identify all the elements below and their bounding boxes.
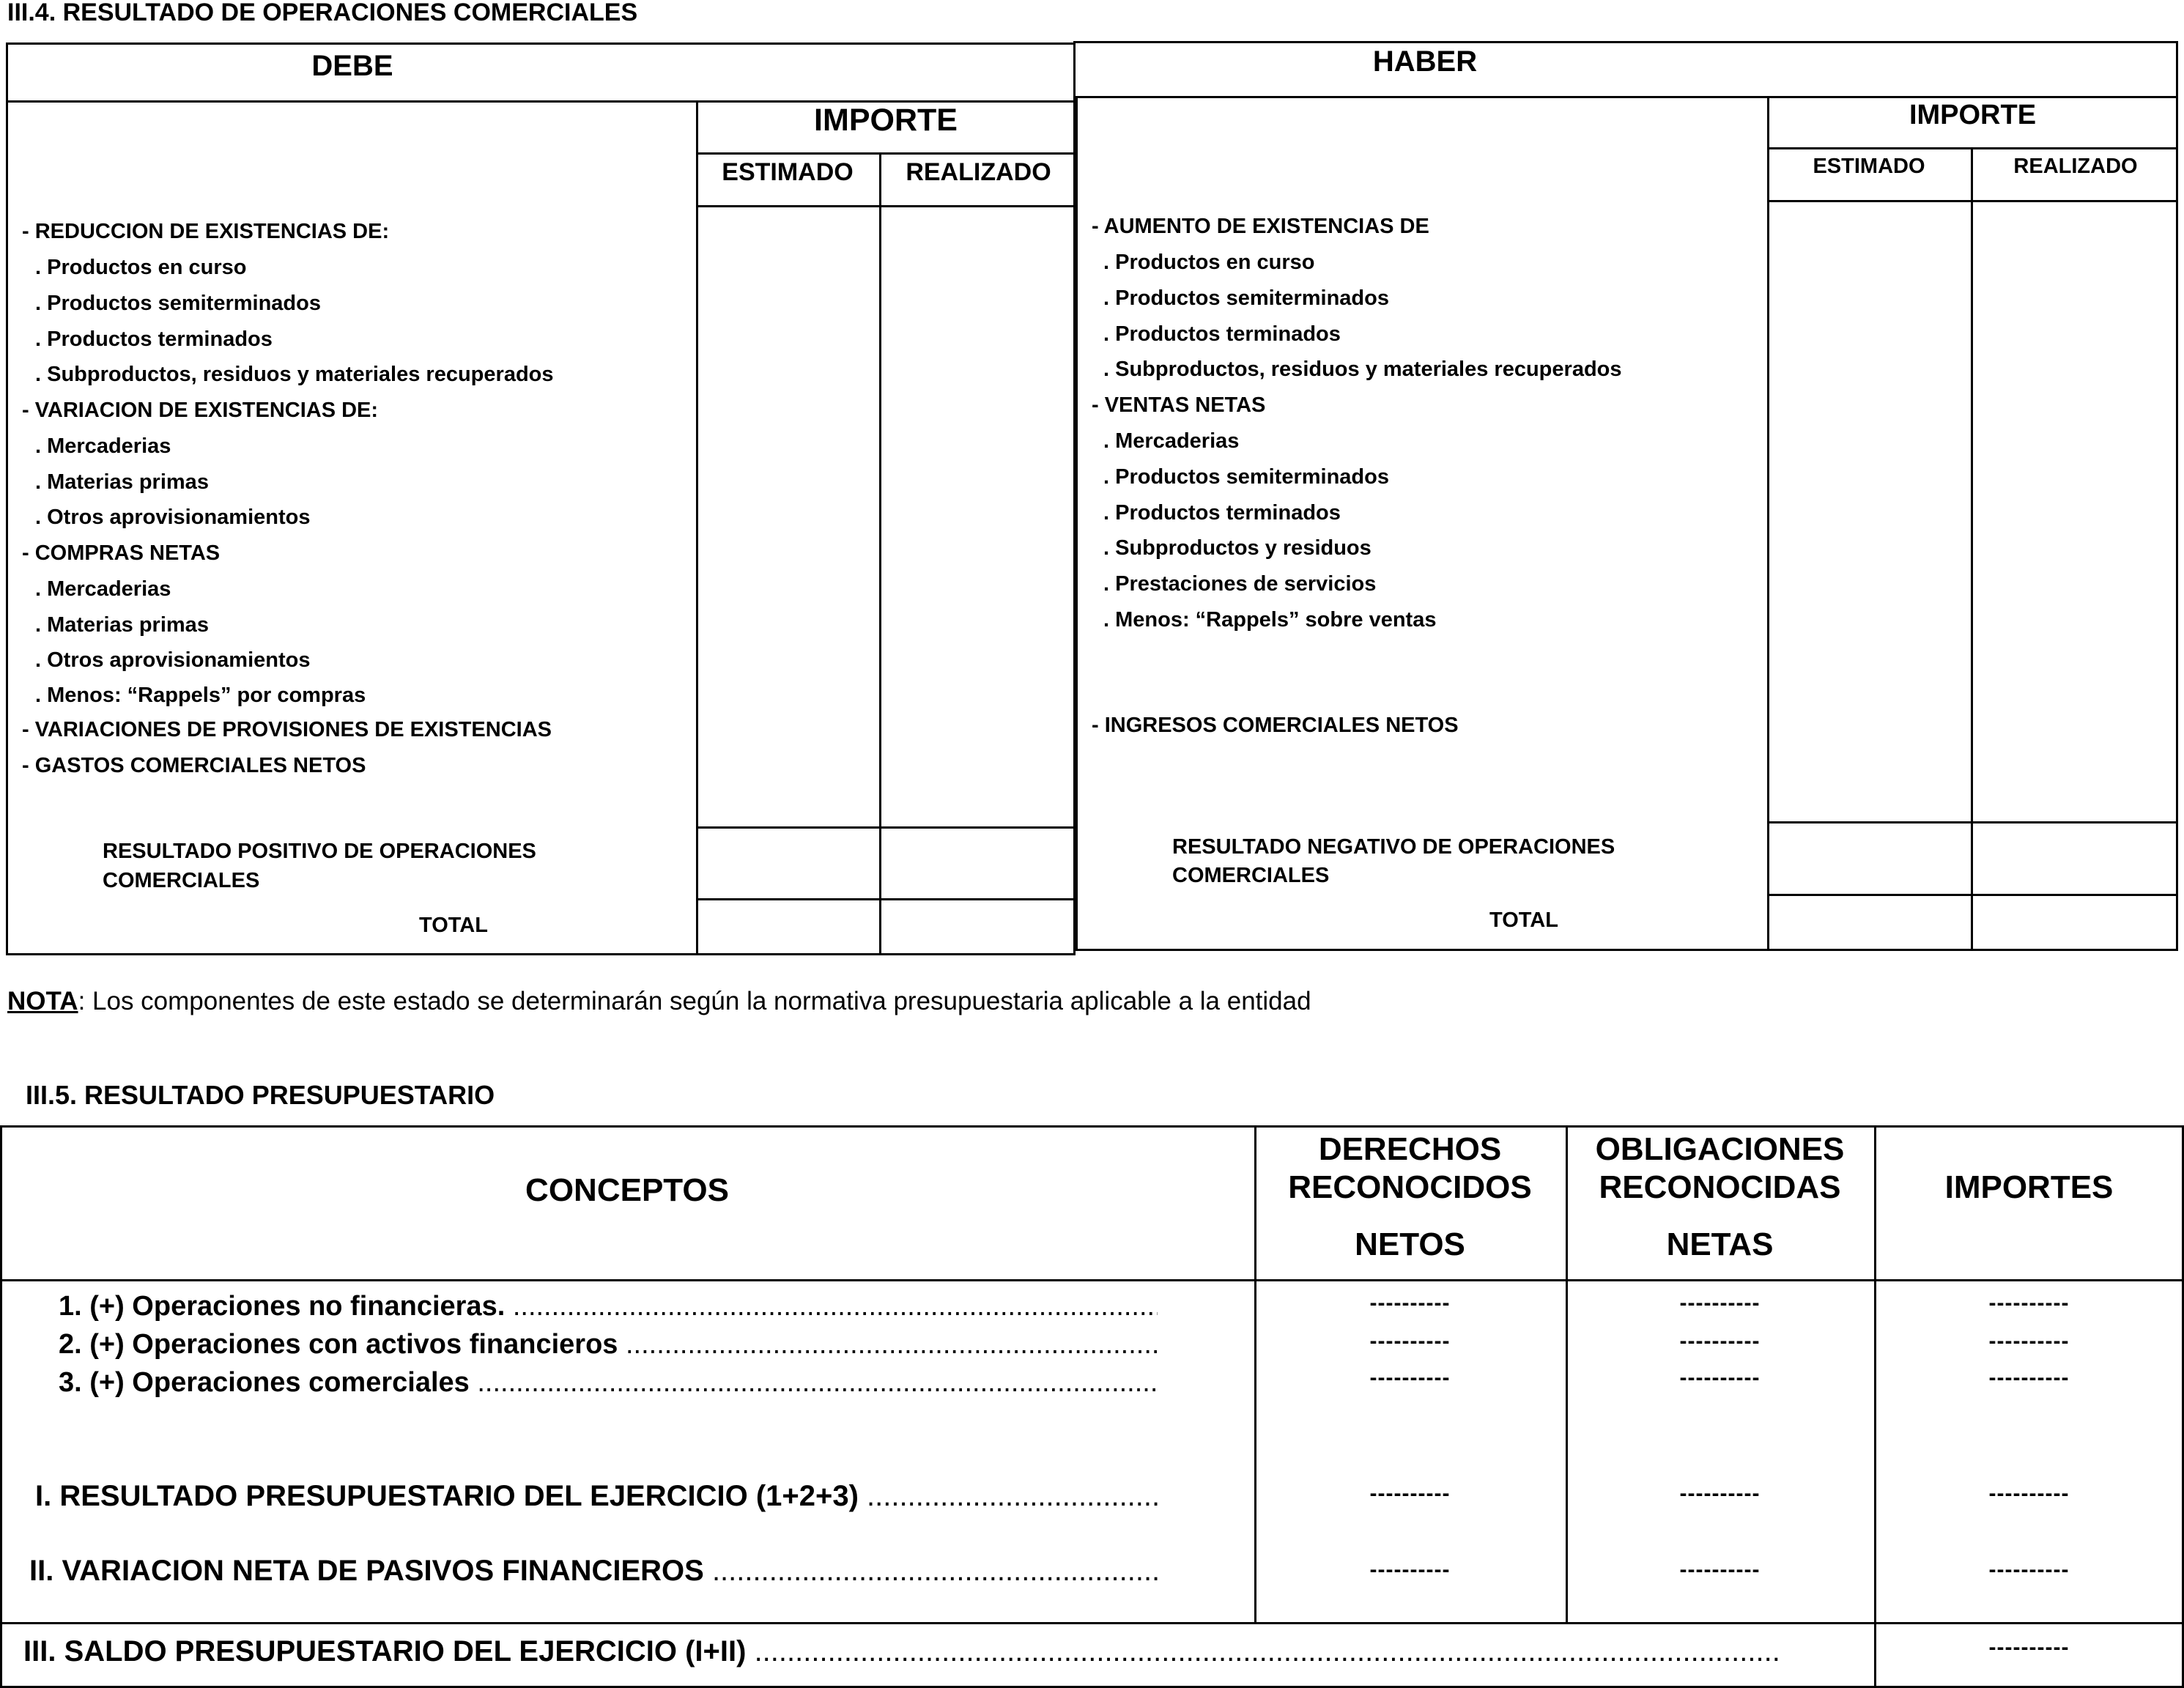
cell-placeholder: ----------: [1988, 1558, 2070, 1582]
cell-placeholder: ----------: [1988, 1366, 2070, 1390]
header-importes: IMPORTES: [1944, 1169, 2114, 1205]
section-title-operaciones-comerciales: III.4. RESULTADO DE OPERACIONES COMERCIALES: [7, 0, 638, 26]
cell-placeholder: ----------: [1369, 1481, 1451, 1506]
haber-header: HABER: [1372, 45, 1478, 78]
debe-item: - GASTOS COMERCIALES NETOS: [22, 754, 366, 777]
haber-item: . Menos: “Rappels” sobre ventas: [1103, 608, 1437, 632]
haber-item: - VENTAS NETAS: [1092, 393, 1266, 417]
debe-item: - REDUCCION DE EXISTENCIAS DE:: [22, 220, 390, 243]
table-row-concepto: II. VARIACION NETA DE PASIVOS FINANCIEROS .....: [29, 1555, 1158, 1588]
header-obligaciones: OBLIGACIONES: [1595, 1131, 1845, 1167]
cell-placeholder: ----------: [1369, 1366, 1451, 1390]
haber-item: . Productos terminados: [1103, 322, 1341, 346]
saldo-row-rule: [0, 1622, 2184, 1624]
haber-rule: [1767, 147, 2178, 149]
haber-total-label: TOTAL: [1489, 908, 1558, 932]
nota-label: NOTA: [7, 987, 78, 1015]
debe-item: . Menos: “Rappels” por compras: [35, 684, 366, 707]
haber-item: - AUMENTO DE EXISTENCIAS DE: [1092, 215, 1429, 238]
haber-rule: [1767, 821, 2178, 823]
table-row-concepto: 3. (+) Operaciones comerciales .....: [59, 1367, 1158, 1399]
cell-placeholder: ----------: [1679, 1291, 1761, 1315]
header-derechos: RECONOCIDOS: [1288, 1169, 1532, 1205]
haber-rule: [1767, 894, 2178, 896]
header-conceptos: CONCEPTOS: [525, 1172, 729, 1208]
haber-item: . Mercaderias: [1103, 429, 1240, 453]
debe-resultado-label: RESULTADO POSITIVO DE OPERACIONES: [103, 840, 536, 863]
header-derechos: NETOS: [1355, 1226, 1465, 1262]
haber-resultado-label: RESULTADO NEGATIVO DE OPERACIONES: [1172, 835, 1615, 859]
debe-item: . Otros aprovisionamientos: [35, 506, 311, 529]
debe-item: - VARIACIONES DE PROVISIONES DE EXISTENCIAS: [22, 718, 552, 741]
debe-item: . Mercaderias: [35, 577, 171, 601]
haber-resultado-label: COMERCIALES: [1172, 864, 1330, 887]
nota-text: : Los componentes de este estado se determinarán según la normativa presupuestaria aplicable a la entidad: [78, 987, 1311, 1015]
debe-item: . Mercaderias: [35, 434, 171, 458]
debe-item: . Materias primas: [35, 613, 209, 637]
debe-rule: [696, 898, 1076, 900]
cell-placeholder: ----------: [1369, 1329, 1451, 1353]
debe-resultado-label: COMERCIALES: [103, 869, 260, 892]
debe-item: . Otros aprovisionamientos: [35, 648, 311, 672]
cell-placeholder: ----------: [1679, 1481, 1761, 1506]
debe-total-label: TOTAL: [419, 914, 488, 937]
debe-item: - VARIACION DE EXISTENCIAS DE:: [22, 399, 379, 422]
haber-item: . Productos semiterminados: [1103, 465, 1389, 489]
table-outer: [0, 1125, 2184, 1688]
haber-item: . Subproductos y residuos: [1103, 536, 1372, 560]
haber-rule: [1767, 200, 2178, 202]
nota: [7, 987, 1311, 1016]
cell-placeholder: ----------: [1679, 1558, 1761, 1582]
cell-placeholder: ----------: [1988, 1329, 2070, 1353]
cell-placeholder: ----------: [1988, 1291, 2070, 1315]
debe-estimado-header: ESTIMADO: [722, 158, 854, 186]
cell-placeholder: ----------: [1679, 1329, 1761, 1353]
col-divider: [1874, 1125, 1876, 1688]
table-row-saldo: III. SALDO PRESUPUESTARIO DEL EJERCICIO (I+II) .....: [23, 1635, 1778, 1668]
header-obligaciones: RECONOCIDAS: [1599, 1169, 1841, 1205]
debe-importe-header: IMPORTE: [814, 103, 958, 138]
cell-placeholder: ----------: [1369, 1558, 1451, 1582]
debe-item: - COMPRAS NETAS: [22, 541, 221, 565]
table-row-concepto: 1. (+) Operaciones no financieras. .....: [59, 1291, 1158, 1322]
haber-item: . Productos terminados: [1103, 501, 1341, 525]
haber-item: . Productos en curso: [1103, 251, 1315, 274]
section-title-resultado-presupuestario: III.5. RESULTADO PRESUPUESTARIO: [26, 1080, 495, 1110]
cell-placeholder: ----------: [1988, 1481, 2070, 1506]
debe-rule: [696, 826, 1076, 829]
debe-item: . Productos terminados: [35, 327, 273, 351]
debe-rule: [696, 205, 1076, 207]
haber-importe-header: IMPORTE: [1909, 100, 2037, 130]
haber-estimado-header: ESTIMADO: [1813, 155, 1925, 178]
haber-ingresos: - INGRESOS COMERCIALES NETOS: [1092, 714, 1459, 737]
haber-realizado-header: REALIZADO: [2013, 155, 2138, 178]
haber-item: . Prestaciones de servicios: [1103, 572, 1377, 596]
table-header-rule: [0, 1279, 2184, 1281]
cell-placeholder: ----------: [1679, 1366, 1761, 1390]
debe-item: . Productos en curso: [35, 256, 247, 279]
header-derechos: DERECHOS: [1318, 1131, 1502, 1167]
cell-placeholder: ----------: [1369, 1291, 1451, 1315]
debe-item: . Materias primas: [35, 470, 209, 494]
table-row-concepto: I. RESULTADO PRESUPUESTARIO DEL EJERCICIO (1+2+3) .....: [35, 1480, 1158, 1513]
debe-item: . Subproductos, residuos y materiales recuperados: [35, 363, 554, 386]
debe-rule: [696, 152, 1076, 155]
haber-col-divider: [1971, 149, 1973, 951]
debe-header: DEBE: [311, 50, 393, 82]
cell-placeholder: ----------: [1988, 1635, 2070, 1659]
debe-item: . Productos semiterminados: [35, 292, 321, 315]
table-row-concepto: 2. (+) Operaciones con activos financieros .....: [59, 1329, 1158, 1361]
haber-item: . Productos semiterminados: [1103, 286, 1389, 310]
haber-item: . Subproductos, residuos y materiales recuperados: [1103, 358, 1622, 381]
debe-realizado-header: REALIZADO: [906, 158, 1051, 186]
debe-col-divider: [879, 154, 881, 955]
header-obligaciones: NETAS: [1666, 1226, 1774, 1262]
